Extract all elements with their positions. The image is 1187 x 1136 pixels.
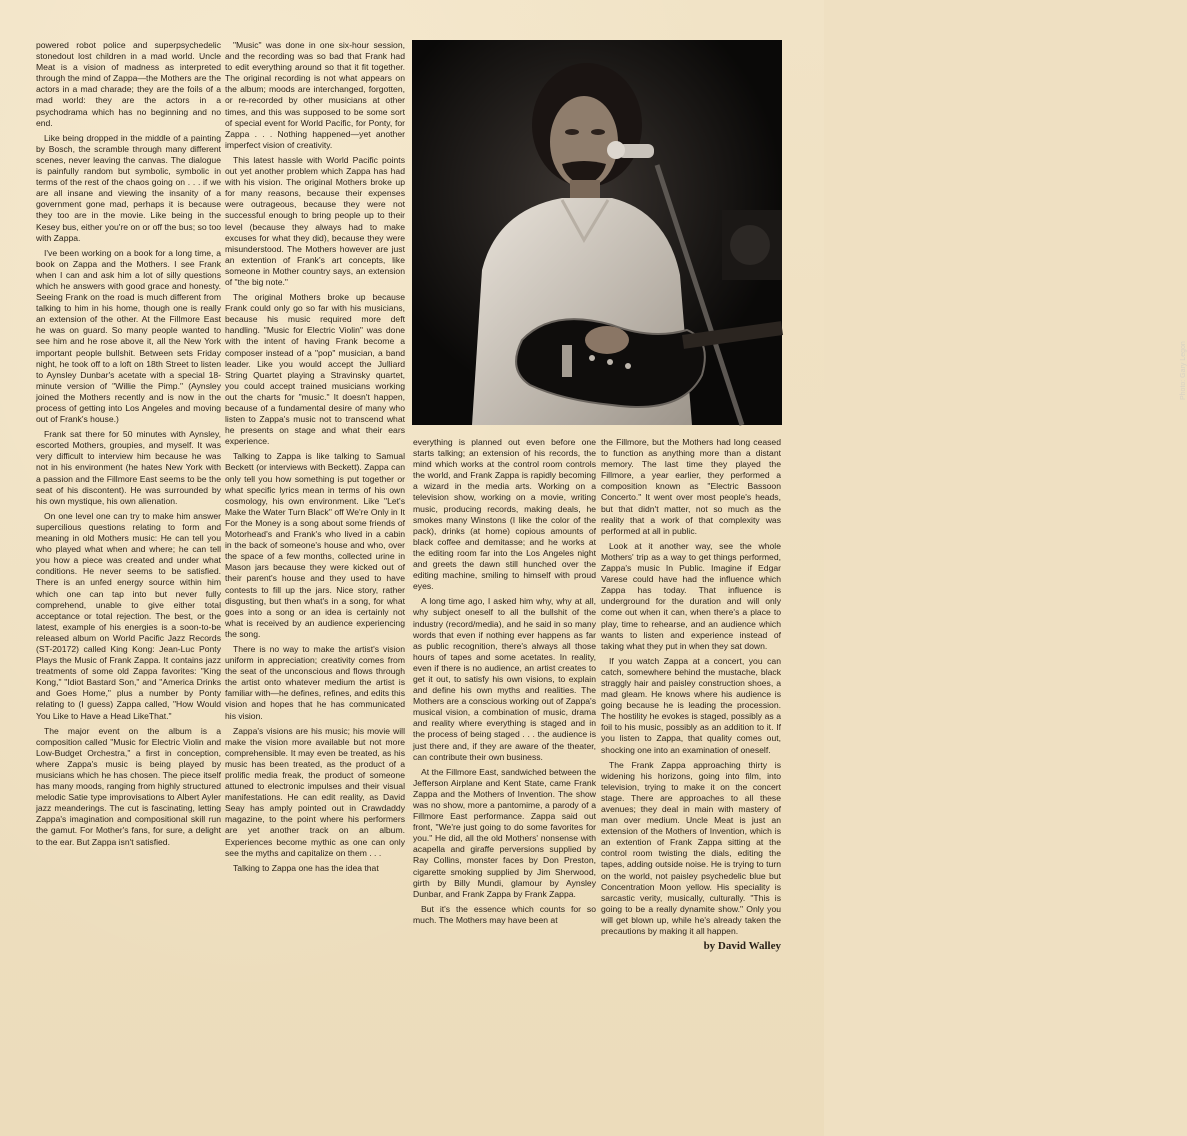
paragraph: The Frank Zappa approaching thirty is widening his horizons, going into film, into television, trying to make it on the concert stage. There are approaches to all these avenues; they deal in main with mastery of man over medium. Uncle Meat is just an extension of the Mothers of Invention, which is an extention of Frank Zappa sitting at the control room twisting the dials, editing the tapes, adding outside noise. He is trying to turn on the world, not paisley psychedelic blue but Concentration Moon yellow. His speciality is sarcastic verity, musically, culturally. "This is going to be a really dynamite show." Only you will get blown up, while he's already taken the precautions by making it all happen. [601,759,781,937]
paragraph: I've been working on a book for a long time, a book on Zappa and the Mothers. I see Frank when I can and ask him a lot of silly questions which he answers with good grace and honesty. Seeing Frank on the road is much different from talking to him in his home, though one is really an extension of the other. At the Fillmore East he was on guard. So many people wanted to see him and he rose above it, all the New York important people bullshit. Between sets Friday night, he took off to a loft on 18th Street to listen to Aynsley Dunbar's acetate with a special 18-minute version of "Willie the Pimp." (Aynsley joined the Mothers recently and is now in the process of getting into Los Angeles and moving out of Frank's house.) [36,247,221,425]
article-column-2 [225,40,405,878]
paragraph: The major event on the album is a composition called "Music for Electric Violin and Low-Budget Orchestra," a first in conception, where Zappa's music is being played by musicians which he has chosen. The piece itself has many moods, ranging from highly structured melodic Satie type improvisations to Albert Ayler jazz meanderings. The cut is fascinating, letting Zappa's imagination and compositional skill run the gamut. For Mother's fans, for sure, a delight to the ear. But Zappa isn't satisfied. [36,725,221,847]
paragraph: Frank sat there for 50 minutes with Aynsley, escorted Mothers, groupies, and myself. It was very difficult to interview him because he was not in his environment (he hates New York with a passion and the Fillmore East seems to be the seat of his discontent). He was surrounded by his own mystique, his own alienation. [36,429,221,506]
paragraph: Like being dropped in the middle of a painting by Bosch, the scramble through many different scenes, never leaving the canvas. The dialogue is painfully random but symbolic, symbolic in terms of the rest of the chaos going on . . . if we are all insane and viewing the insanity of a government gone mad, perhaps it is because they too are in the movie. Like being in the Kesey bus, either you're on or off the bus; so too with Zappa. [36,132,221,243]
paragraph: There is no way to make the artist's vision uniform in appreciation; creativity comes from the seat of the unconscious and flows through the artist onto whatever medium the artist is familiar with—he defines, refines, and edits this vision and hopes that he has communicated his vision. [225,643,405,721]
paragraph: At the Fillmore East, sandwiched between the Jefferson Airplane and Kent State, came Frank Zappa and the Mothers of Invention. The show was no show, more a pantomime, a parody of a Fillmore East performance. Zappa said out front, "We're just going to do some favorites for you." He did, all the old Mothers' nonsense with acapella and giraffe perversions supplied by Ray Collins, monster faces by Don Preston, cigarette smoking supplied by Jim Sherwood, girth by Billy Mundi, glamour by Aynsley Dunbar, and Frank Zappa by Frank Zappa. [413,766,596,899]
paragraph: everything is planned out even before one starts talking; an extension of his records, the mind which works at the control room controls the world, and Frank Zappa is rapidly becoming a wizard in the media arts. Working on a television show, working on a movie, writing music, producing records, making deals, he smokes many Winstons (I like the color of the pack), drinks (at home) copious amounts of black coffee and demitasse; and he works at the editing room far into the Los Angeles night and greets the dawn still hunched over the editing machine, smiling to himself with proud eyes. [413,437,596,592]
paragraph: If you watch Zappa at a concert, you can catch, somewhere behind the mustache, black straggly hair and paisley construction shoes, a mad gleam. He knows where his audience is going because he is leading the procession. The hostility he evokes is staged, possibly as a foil to his music, possibly as an addition to it. If you listen to Zappa, that quality comes out, shocking one into an examination of oneself. [601,655,781,755]
photo-credit: Photo: Gary Legon [1180,341,1187,400]
paragraph: Talking to Zappa one has the idea that [233,862,379,873]
paragraph: The original Mothers broke up because Frank could only go so far with his musicians, because his music required more deft handling. "Music for Electric Violin" was done with the intent of having Frank become a composer instead of a "pop" musician, a band leader. Like you would accept the Julliard String Quartet playing a Stravinsky quartet, you could accept trained musicians working out the charts for "music." It doesn't happen, because of a fundamental desire of many who listen to Zappa's music not to transcend what he presents on stage and what their ears experience. [225,292,405,447]
author-byline: by David Walley [703,940,781,953]
article-column-1 [36,40,221,852]
paragraph: Talking to Zappa is like talking to Samual Beckett (or interviews with Beckett). Zappa can only tell you how something is put together or what specific lyrics mean in terms of his own cosmology, his own environment. Like "Let's Make the Water Turn Black" off We're Only in It For the Money is a song about some friends of Motorhead's and Frank's who lived in a cabin in the back of someone's house and who, over the space of a few months, collected urine in Mason jars because they were kicked out of their parent's house and they used to have contests to fill up the jars. Nice story, rather disgusting, but then what's in a song, for what goes into a song or an idea is certainly not what is received by an audience experiencing the song. [225,451,405,639]
paragraph: A long time ago, I asked him why, why at all, why subject oneself to all the bullshit of the industry (record/media), and he said in so many words that even if nothing ever happens as far as public recognition, there's always all those hours of tapes and some acetates. In reality, even if there is no audience, an artist creates to get it out, to satisfy his own visions, to explain and define his own myths and realities. The Mothers are a conscious working out of Zappa's musical vision, a combination of music, drama and reality where everything is staged and in the process of being staged . . . the audience is just there and, if they are aware of the theater, can contribute their own business. [413,596,596,762]
article-column-3 [413,437,596,930]
paragraph: powered robot police and superpsychedelic stonedout lost children in a mad world. Uncle Meat is a vision of madness as interpreted through the mind of Zappa—the Mothers are the actors in a mad charade; they are the foils of a mad world: they are the actors in a psychodrama which has no beginning and no end. [36,40,221,128]
concert-photo [412,40,1187,425]
paragraph: Look at it another way, see the whole Mothers' trip as a way to get things performed, Zappa's music In Public. Imagine if Edgar Varese could have had the influence which Zappa has today. That influence is underground for the duration and will only come out when it can, when there's a place to play, time to rehearse, and an audience which wants to listen and experience instead of taking what they put in when they sat down. [601,540,781,651]
paragraph: "Music" was done in one six-hour session, and the recording was so bad that Frank had to edit everything around so that it fit together. The original recording is not what appears on the album; moods are interchanged, forgotten, or re-recorded by other musicians at other times, and this was supposed to be some sort of special event for World Pacific, for Ponty, for Zappa . . . Nothing happened—yet another imperfect vision of creativity. [225,40,405,150]
paragraph: This latest hassle with World Pacific points out yet another problem which Zappa has had with his vision. The original Mothers broke up for many reasons, because their expenses were outrageous, because they were not successful enough to bring people up to their level (because they always had to make excuses for what they did), because they were misunderstood. The Mothers however are just an extention of Frank's art concepts, like someone in Mother country says, an extension of "the big note." [225,154,405,287]
guitarist-photo-illustration [412,40,782,425]
article-column-4 [601,437,781,952]
paragraph: But it's the essence which counts for so much. The Mothers may have been at [413,903,596,925]
paragraph: Zappa's visions are his music; his movie will make the vision more available but not more comprehensible. It may even be treated, as his music has been treated, as the product of a prolific media freak, the product of someone attuned to electronic impulses and their visual manifestations. He can edit reality, as David Seay has amply pointed out in Crawdaddy magazine, to the point where his performers are yet another track on an album. Experiences become mythic as one can only see the myths and capitalize on them . . . [225,725,405,858]
paragraph: On one level one can try to make him answer supercilious questions relating to form and meaning in old Mothers music: He can tell you who played what when and where; he can tell you how a piece was created and under what conditions. He never seems to be satisfied. There is an unfed energy source within him which one can tap into but never fully comprehend, unable to give either total acceptance or total rejection. The best, or the latest, example of his energies is a soon-to-be released album on World Pacific Jazz Records (ST-20172) called King Kong: Jean-Luc Ponty Plays the Music of Frank Zappa. It contains jazz treatments of some old Zappa favorites: "King Kong," "Idiot Bastard Son," and "America Drinks and Goes Home," plus a number by Ponty relating to (I guess) Zappa called, "How Would You Like to Have a Head LikeThat." [36,510,221,721]
paragraph: the Fillmore, but the Mothers had long ceased to function as anything more than a distant memory. The last time they played the Fillmore, a year earlier, they performed a composition known as "Electric Bassoon Concerto." It went over most people's heads, but that didn't matter, not so much as the reality that a work of that complexity was performed at all in public. [601,437,781,536]
